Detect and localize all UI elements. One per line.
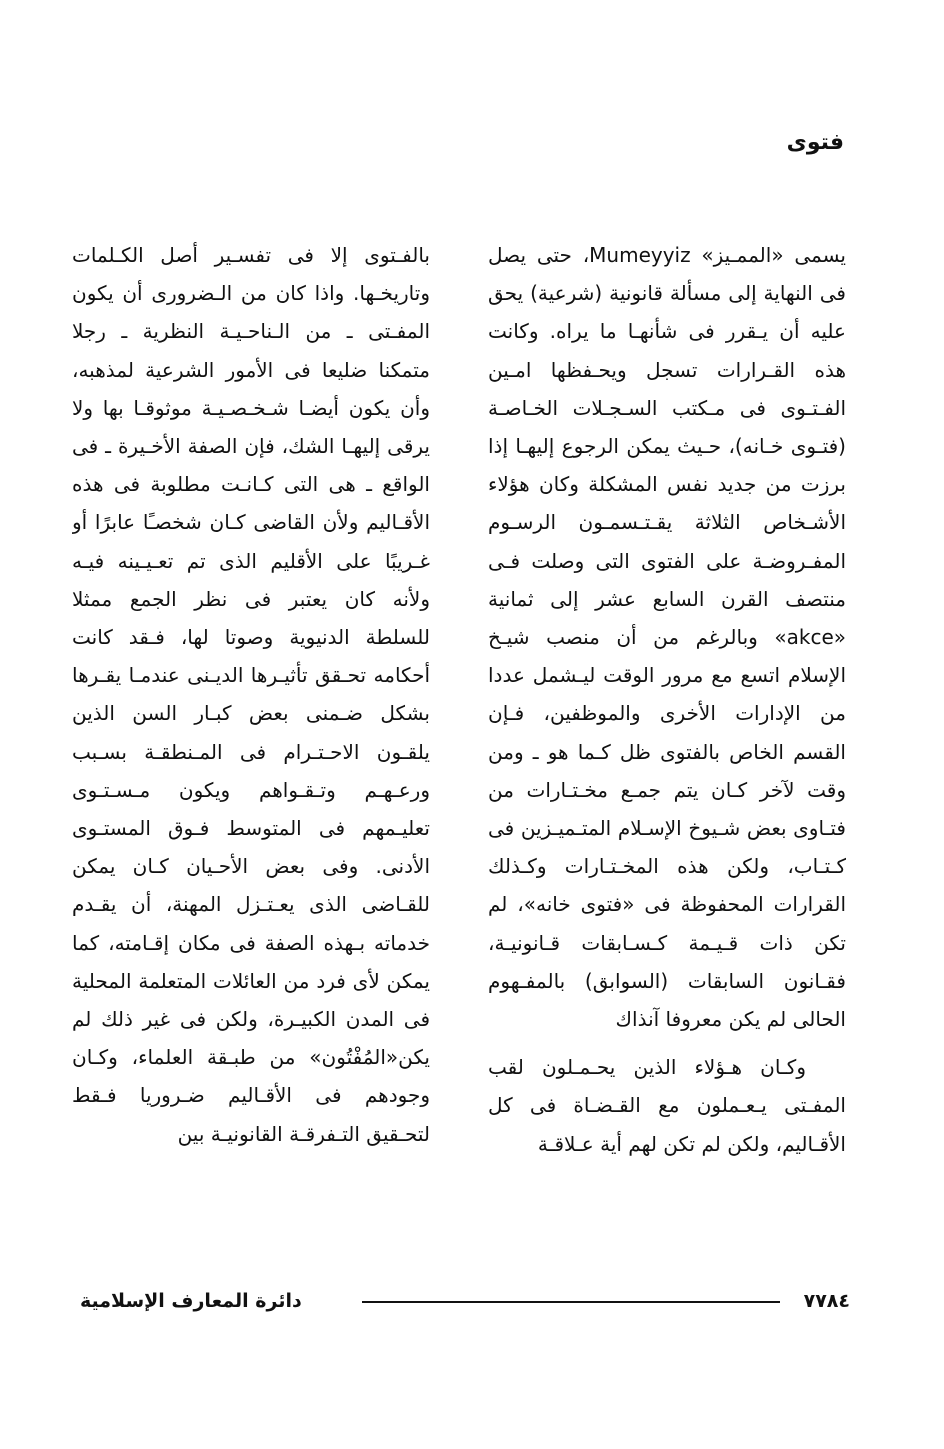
running-head: فتوى (786, 130, 844, 155)
left-column (72, 236, 430, 1153)
body-paragraph: يسمى «الممـيز» Mumeyyiz، حتى يصل فى النهاية إلى مسألة قانونية (شرعية) يحق عليه أن يـقرر فى شأنهـا ما يراه. وكانت هذه القـرارات تسجل ويحـفظها امـين الفـتـوى فى مـكتب السـجـلات الخـاصـة (فتـوى خـانه)، حـيث يمكن الرجوع إليهـا إذا برزت من جديد نفس المشكلة وكان هؤلاء الأشـخاص الثلاثة يقـتـسمـون الرسـوم المفـروضـة على الفتوى التى وصلت فـى منتصف القرن السابع عشر إلى ثمانية «akce» وبالرغم من أن منصب شيـخ الإسلام اتسع مع مرور الوقت ليـشمل عددا من الإدارات الأخرى والموظفين، فـإن القسم الخاص بالفتوى ظل كـما هو ـ ومن وقت لآخر كـان يتم جمـع مخـتـارات من فتـاوى بعض شـيوخ الإسـلام المتـميـزين فى كـتـاب، ولكن هذه المخـتـارات وكـذلك القرارات المحفوظة فى «فتوى خانه»، لم تكن ذات قـيـمة كـسـابقات قـانونيـة، فقـانون السابقات (السوابق) بالمفـهوم الحالى لم يكن معروفا آنذاك (488, 243, 846, 1032)
page-number: ٧٧٨٤ (803, 1290, 850, 1312)
footer-divider (362, 1301, 780, 1303)
right-column (488, 236, 846, 1163)
body-paragraph: بالفـتوى إلا فى تفسـير أصل الكـلمات وتاريخـها. واذا كان من الـضرورى أن يكون المفـتى ـ من الـناحـيـة النظرية ـ رجلا متمكنا ضليعا فى الأمور الشرعية لمذهبه، وأن يكون أيضـا شـخـصـيـة موثوقـا بها ولا يرقى إليهـا الشك، فإن الصفة الأخـيرة ـ فى الواقع ـ هى التى كـانـت مطلوبة فى هذه الأقـاليم ولأن القاضى كـان شخصـًا عابرًا أو غـريبًا على الأقليم الذى تم تعـيـينه فيـه ولأنه كان يعتبر فى نظر الجمع ممثلا للسلطة الدنيوية وصوتا لها، فـقد كانت أحكامه تحـقق تأثيـرها الديـنى عندمـا يقـرها بشكل ضـمنى بعض كبـار السن الذين يلقـون الاحـتـرام فى المـنطقـة بسـبب ورعـهـم وتـقـواهم ويكون مـسـتـوى تعليـمهم فى المتوسط فـوق المستـوى الأدنى. وفى بعض الأحـيان كـان يمكن للقـاضى الذى يعـتـزل المهنة، أن يقـدم خدماته بـهذه الصفة فى مكان إقـامته، كما يمكن لأى فرد من العائلات المتعلمة المحلية فى المدن الكبيـرة، ولكن فى غير ذلك لم يكن«المُفْتُون» من طبـقة العلماء، وكـان وجودهم فى الأقـاليم ضـروريا فـقط لتحـقيق التـفرقـة القانونيـة بين (72, 243, 430, 1146)
body-paragraph: وكـان هـؤلاء الذين يحـمـلون لقب المفـتى يـعـملون مع القـضـاة فى كل الأقـاليم، ولكن لم تكن لهم أية عـلاقـة (488, 1055, 846, 1156)
publication-title: دائرة المعارف الإسلامية (80, 1290, 302, 1312)
page-footer (80, 1285, 850, 1317)
